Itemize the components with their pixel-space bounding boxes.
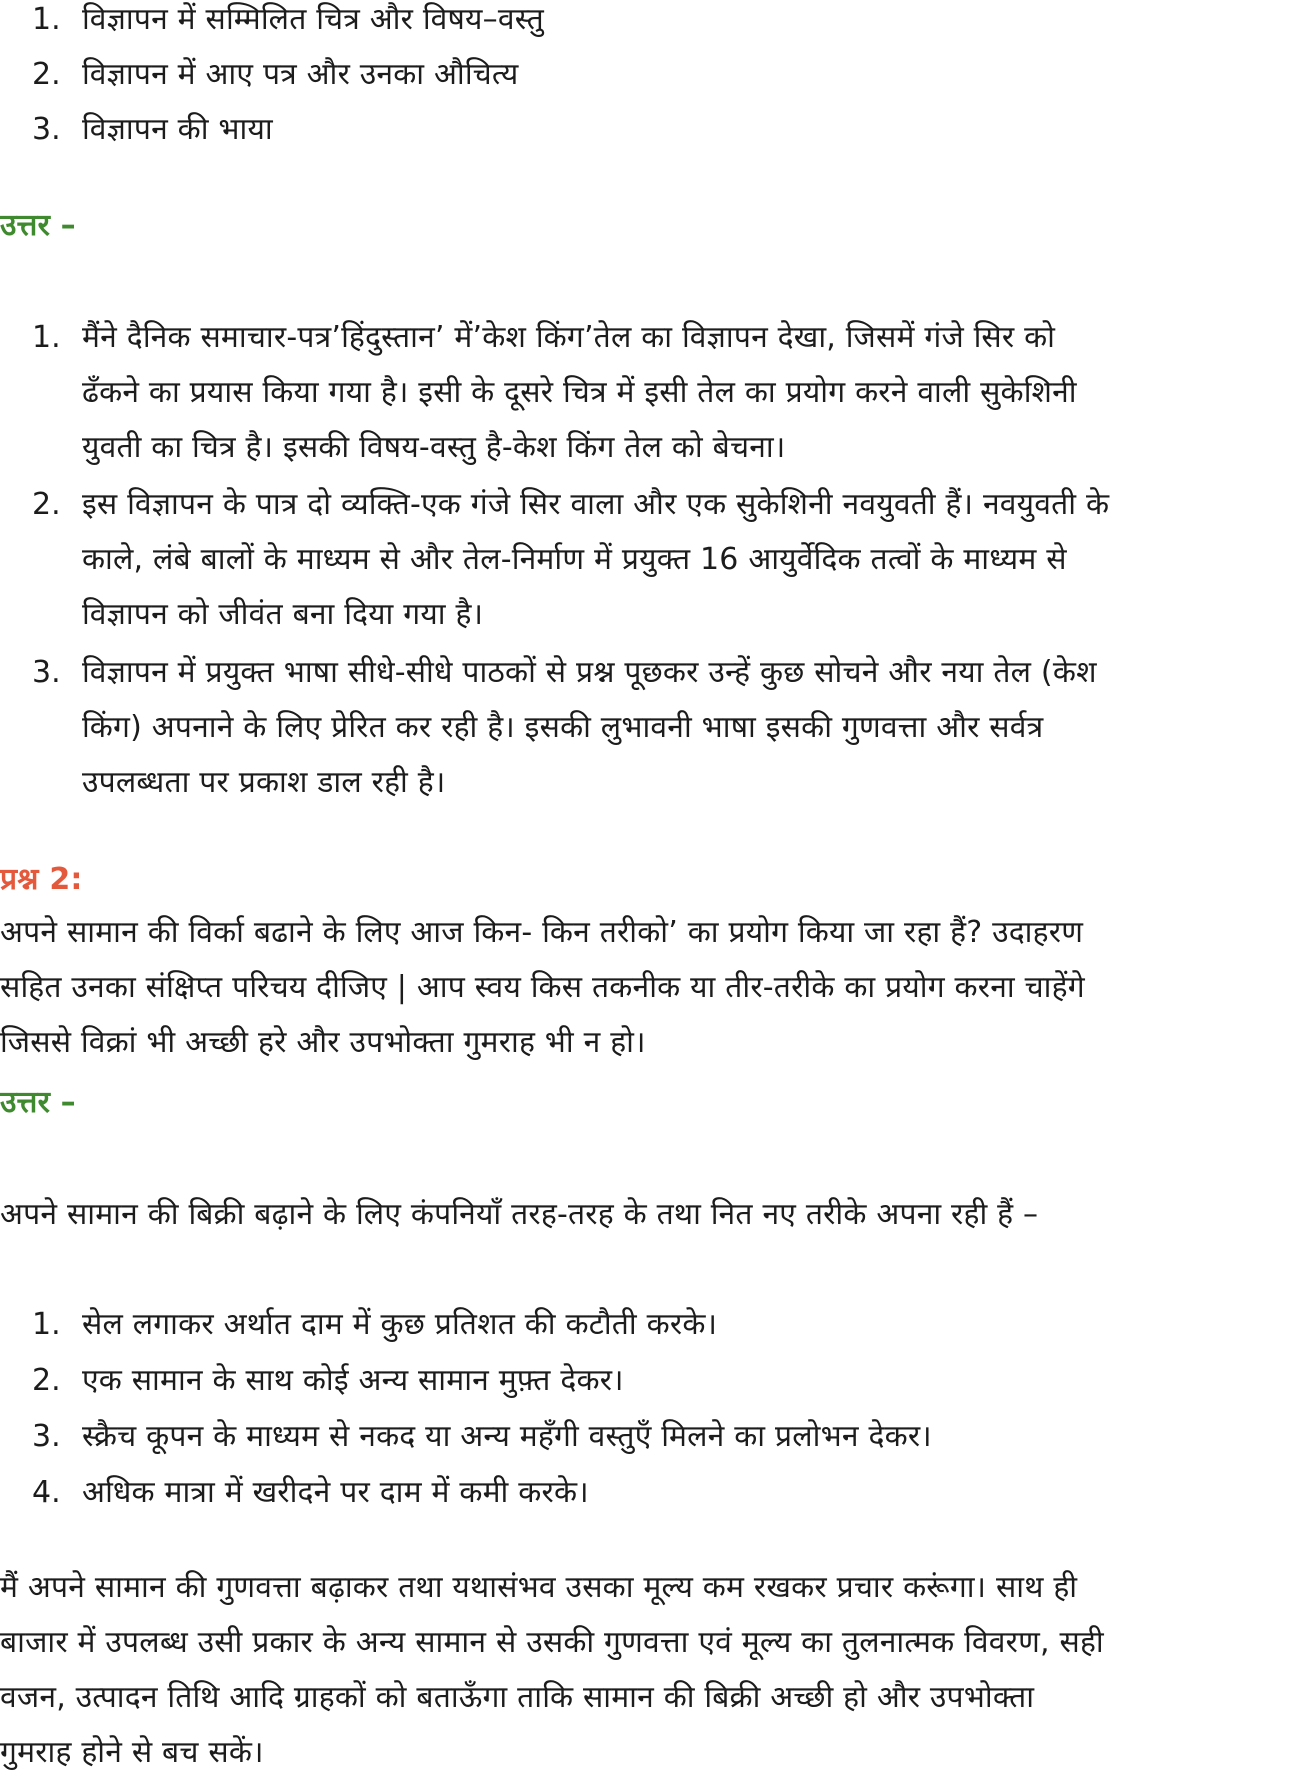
answer-1-item-2-line-2: काले, लंबे बालों के माध्यम से और तेल-निर्माण में प्रयुक्त 16 आयुर्वेदिक तत्वों के माध्यम से bbox=[82, 542, 1067, 577]
answer-2-item-2-text: एक सामान के साथ कोई अन्य सामान मुफ़्त देकर। bbox=[82, 1363, 624, 1398]
answer-2-conclusion-line-2: बाजार में उपलब्ध उसी प्रकार के अन्य सामान से उसकी गुणवत्ता एवं मूल्य का तुलनात्मक विवरण, सही bbox=[0, 1625, 1104, 1660]
answer-2-conclusion-line-4: गुमराह होने से बच सकें। bbox=[0, 1735, 264, 1770]
answer-2-conclusion-line-1: मैं अपने सामान की गुणवत्ता बढ़ाकर तथा यथासंभव उसका मूल्य कम रखकर प्रचार करूंगा। साथ ही bbox=[0, 1570, 1078, 1605]
answer-1-item-3-number: 3. bbox=[32, 655, 61, 690]
question-2-line-3: जिससे विक्रां भी अच्छी हरे और उपभोक्ता गुमराह भी न हो। bbox=[0, 1025, 646, 1060]
answer-1-item-1-line-1: मैंने दैनिक समाचार-पत्र’हिंदुस्तान’ में’केश किंग’तेल का विज्ञापन देखा, जिसमें गंजे सिर को bbox=[82, 320, 1056, 355]
answer-1-item-2-line-3: विज्ञापन को जीवंत बना दिया गया है। bbox=[82, 597, 484, 632]
answer-2-item-2-number: 2. bbox=[32, 1363, 61, 1398]
question-2-line-2: सहित उनका संक्षिप्त परिचय दीजिए | आप स्वय किस तकनीक या तीर-तरीके का प्रयोग करना चाहेंगे bbox=[0, 970, 1085, 1005]
answer-1-heading: उत्तर – bbox=[0, 208, 76, 243]
answer-2-item-1-number: 1. bbox=[32, 1307, 61, 1342]
question-2-line-1: अपने सामान की विर्का बढाने के लिए आज किन- किन तरीको’ का प्रयोग किया जा रहा हैं? उदाहरण bbox=[0, 915, 1084, 950]
answer-2-item-1-text: सेल लगाकर अर्थात दाम में कुछ प्रतिशत की कटौती करके। bbox=[82, 1307, 718, 1342]
answer-1-item-3-line-1: विज्ञापन में प्रयुक्त भाषा सीधे-सीधे पाठकों से प्रश्न पूछकर उन्हें कुछ सोचने और नया तेल (केश bbox=[82, 655, 1097, 690]
answer-2-item-3-number: 3. bbox=[32, 1419, 61, 1454]
answer-1-item-1-line-3: युवती का चित्र है। इसकी विषय-वस्तु है-केश किंग तेल को बेचना। bbox=[82, 430, 786, 465]
answer-2-item-4-number: 4. bbox=[32, 1475, 61, 1510]
question-2-heading: प्रश्न 2: bbox=[0, 862, 83, 897]
answer-2-conclusion-line-3: वजन, उत्पादन तिथि आदि ग्राहकों को बताऊँगा ताकि सामान की बिक्री अच्छी हो और उपभोक्ता bbox=[0, 1680, 1035, 1715]
answer-1-item-3-line-2: किंग) अपनाने के लिए प्रेरित कर रही है। इसकी लुभावनी भाषा इसकी गुणवत्ता और सर्वत्र bbox=[82, 710, 1044, 745]
intro-item-2-text: विज्ञापन में आए पत्र और उनका औचित्य bbox=[82, 57, 519, 92]
answer-1-item-3-line-3: उपलब्धता पर प्रकाश डाल रही है। bbox=[82, 765, 446, 800]
answer-1-item-1-number: 1. bbox=[32, 320, 61, 355]
intro-item-2-number: 2. bbox=[32, 57, 61, 92]
answer-2-intro: अपने सामान की बिक्री बढ़ाने के लिए कंपनियाँ तरह-तरह के तथा नित नए तरीके अपना रही हैं – bbox=[0, 1197, 1039, 1232]
answer-1-item-1-line-2: ढँकने का प्रयास किया गया है। इसी के दूसरे चित्र में इसी तेल का प्रयोग करने वाली सुकेशिनी bbox=[82, 375, 1077, 410]
intro-item-1-number: 1. bbox=[32, 2, 61, 37]
intro-item-3-number: 3. bbox=[32, 112, 61, 147]
answer-2-item-4-text: अधिक मात्रा में खरीदने पर दाम में कमी करके। bbox=[82, 1475, 589, 1510]
answer-1-item-2-line-1: इस विज्ञापन के पात्र दो व्यक्ति-एक गंजे सिर वाला और एक सुकेशिनी नवयुवती हैं। नवयुवती के bbox=[82, 487, 1110, 522]
answer-1-item-2-number: 2. bbox=[32, 487, 61, 522]
answer-2-item-3-text: स्क्रैच कूपन के माध्यम से नकद या अन्य महँगी वस्तुएँ मिलने का प्रलोभन देकर। bbox=[82, 1419, 932, 1454]
intro-item-1-text: विज्ञापन में सम्मिलित चित्र और विषय–वस्तु bbox=[82, 2, 544, 37]
answer-2-heading: उत्तर – bbox=[0, 1085, 76, 1120]
intro-item-3-text: विज्ञापन की भाया bbox=[82, 112, 273, 147]
